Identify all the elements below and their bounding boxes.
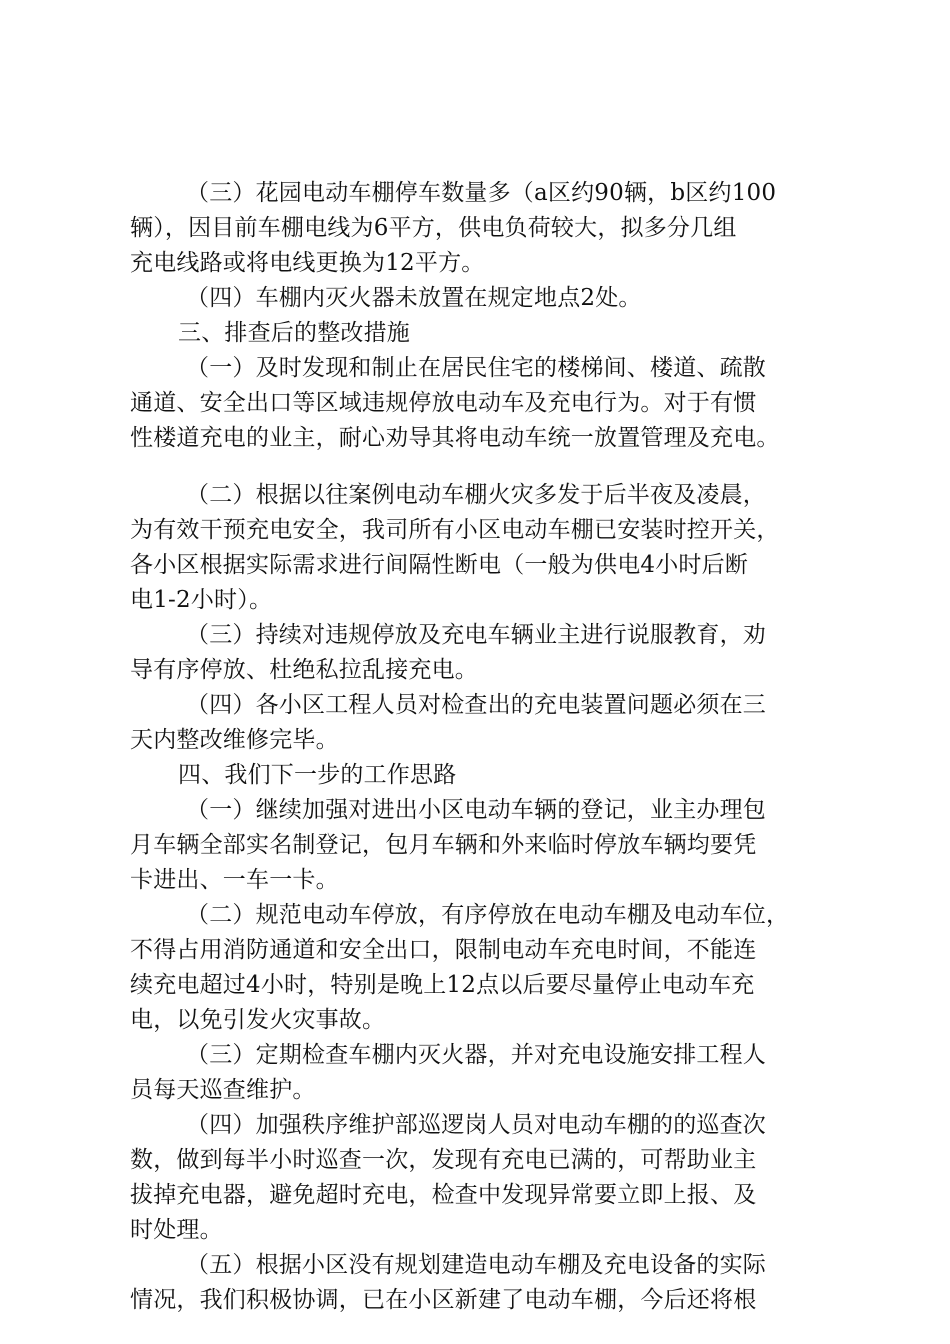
paragraph-line: 月车辆全部实名制登记，包月车辆和外来临时停放车辆均要凭 xyxy=(130,832,757,858)
paragraph-line: （五）根据小区没有规划建造电动车棚及充电设备的实际 xyxy=(186,1252,766,1278)
paragraph-line: 续充电超过4小时，特别是晚上12点以后要尽量停止电动车充 xyxy=(130,972,755,998)
paragraph-line: （四）车棚内灭火器未放置在规定地点2处。 xyxy=(186,285,642,311)
paragraph-line: 情况，我们积极协调，已在小区新建了电动车棚，今后还将根 xyxy=(130,1287,757,1313)
paragraph-line: （四）加强秩序维护部巡逻岗人员对电动车棚的的巡查次 xyxy=(186,1112,766,1138)
paragraph-line: 员每天巡查维护。 xyxy=(130,1077,316,1103)
paragraph-line: 性楼道充电的业主，耐心劝导其将电动车统一放置管理及充电。 xyxy=(130,425,780,451)
paragraph-line: （四）各小区工程人员对检查出的充电装置问题必须在三 xyxy=(186,692,766,718)
paragraph-line: （二）根据以往案例电动车棚火灾多发于后半夜及凌晨， xyxy=(186,482,766,508)
section-heading: 四、我们下一步的工作思路 xyxy=(178,762,457,788)
paragraph-line: 电，以免引发火灾事故。 xyxy=(130,1007,386,1033)
paragraph-line: 通道、安全出口等区域违规停放电动车及充电行为。对于有惯 xyxy=(130,390,757,416)
paragraph-line: 为有效干预充电安全，我司所有小区电动车棚已安装时控开关， xyxy=(130,517,780,543)
paragraph-line: 拔掉充电器，避免超时充电，检查中发现异常要立即上报、及 xyxy=(130,1182,757,1208)
section-heading: 三、排查后的整改措施 xyxy=(178,320,410,346)
paragraph-line: 各小区根据实际需求进行间隔性断电（一般为供电4小时后断 xyxy=(130,552,749,578)
paragraph-line: （三）花园电动车棚停车数量多（a区约90辆，b区约100 xyxy=(186,180,777,206)
paragraph-line: 导有序停放、杜绝私拉乱接充电。 xyxy=(130,657,478,683)
paragraph-line: 天内整改维修完毕。 xyxy=(130,727,339,753)
paragraph-line: （一）及时发现和制止在居民住宅的楼梯间、楼道、疏散 xyxy=(186,355,766,381)
paragraph-line: 卡进出、一车一卡。 xyxy=(130,867,339,893)
paragraph-line: 不得占用消防通道和安全出口，限制电动车充电时间，不能连 xyxy=(130,937,757,963)
paragraph-line: 时处理。 xyxy=(130,1217,223,1243)
paragraph-line: （一）继续加强对进出小区电动车辆的登记，业主办理包 xyxy=(186,797,766,823)
paragraph-line: 辆），因目前车棚电线为6平方，供电负荷较大，拟多分几组 xyxy=(130,215,737,241)
paragraph-line: （二）规范电动车停放，有序停放在电动车棚及电动车位， xyxy=(186,902,790,928)
paragraph-line: （三）持续对违规停放及充电车辆业主进行说服教育，劝 xyxy=(186,622,766,648)
paragraph-line: 电1-2小时）。 xyxy=(130,587,273,613)
paragraph-line: （三）定期检查车棚内灭火器，并对充电设施安排工程人 xyxy=(186,1042,766,1068)
paragraph-line: 数，做到每半小时巡查一次，发现有充电已满的，可帮助业主 xyxy=(130,1147,757,1173)
paragraph-line: 充电线路或将电线更换为12平方。 xyxy=(130,250,485,276)
